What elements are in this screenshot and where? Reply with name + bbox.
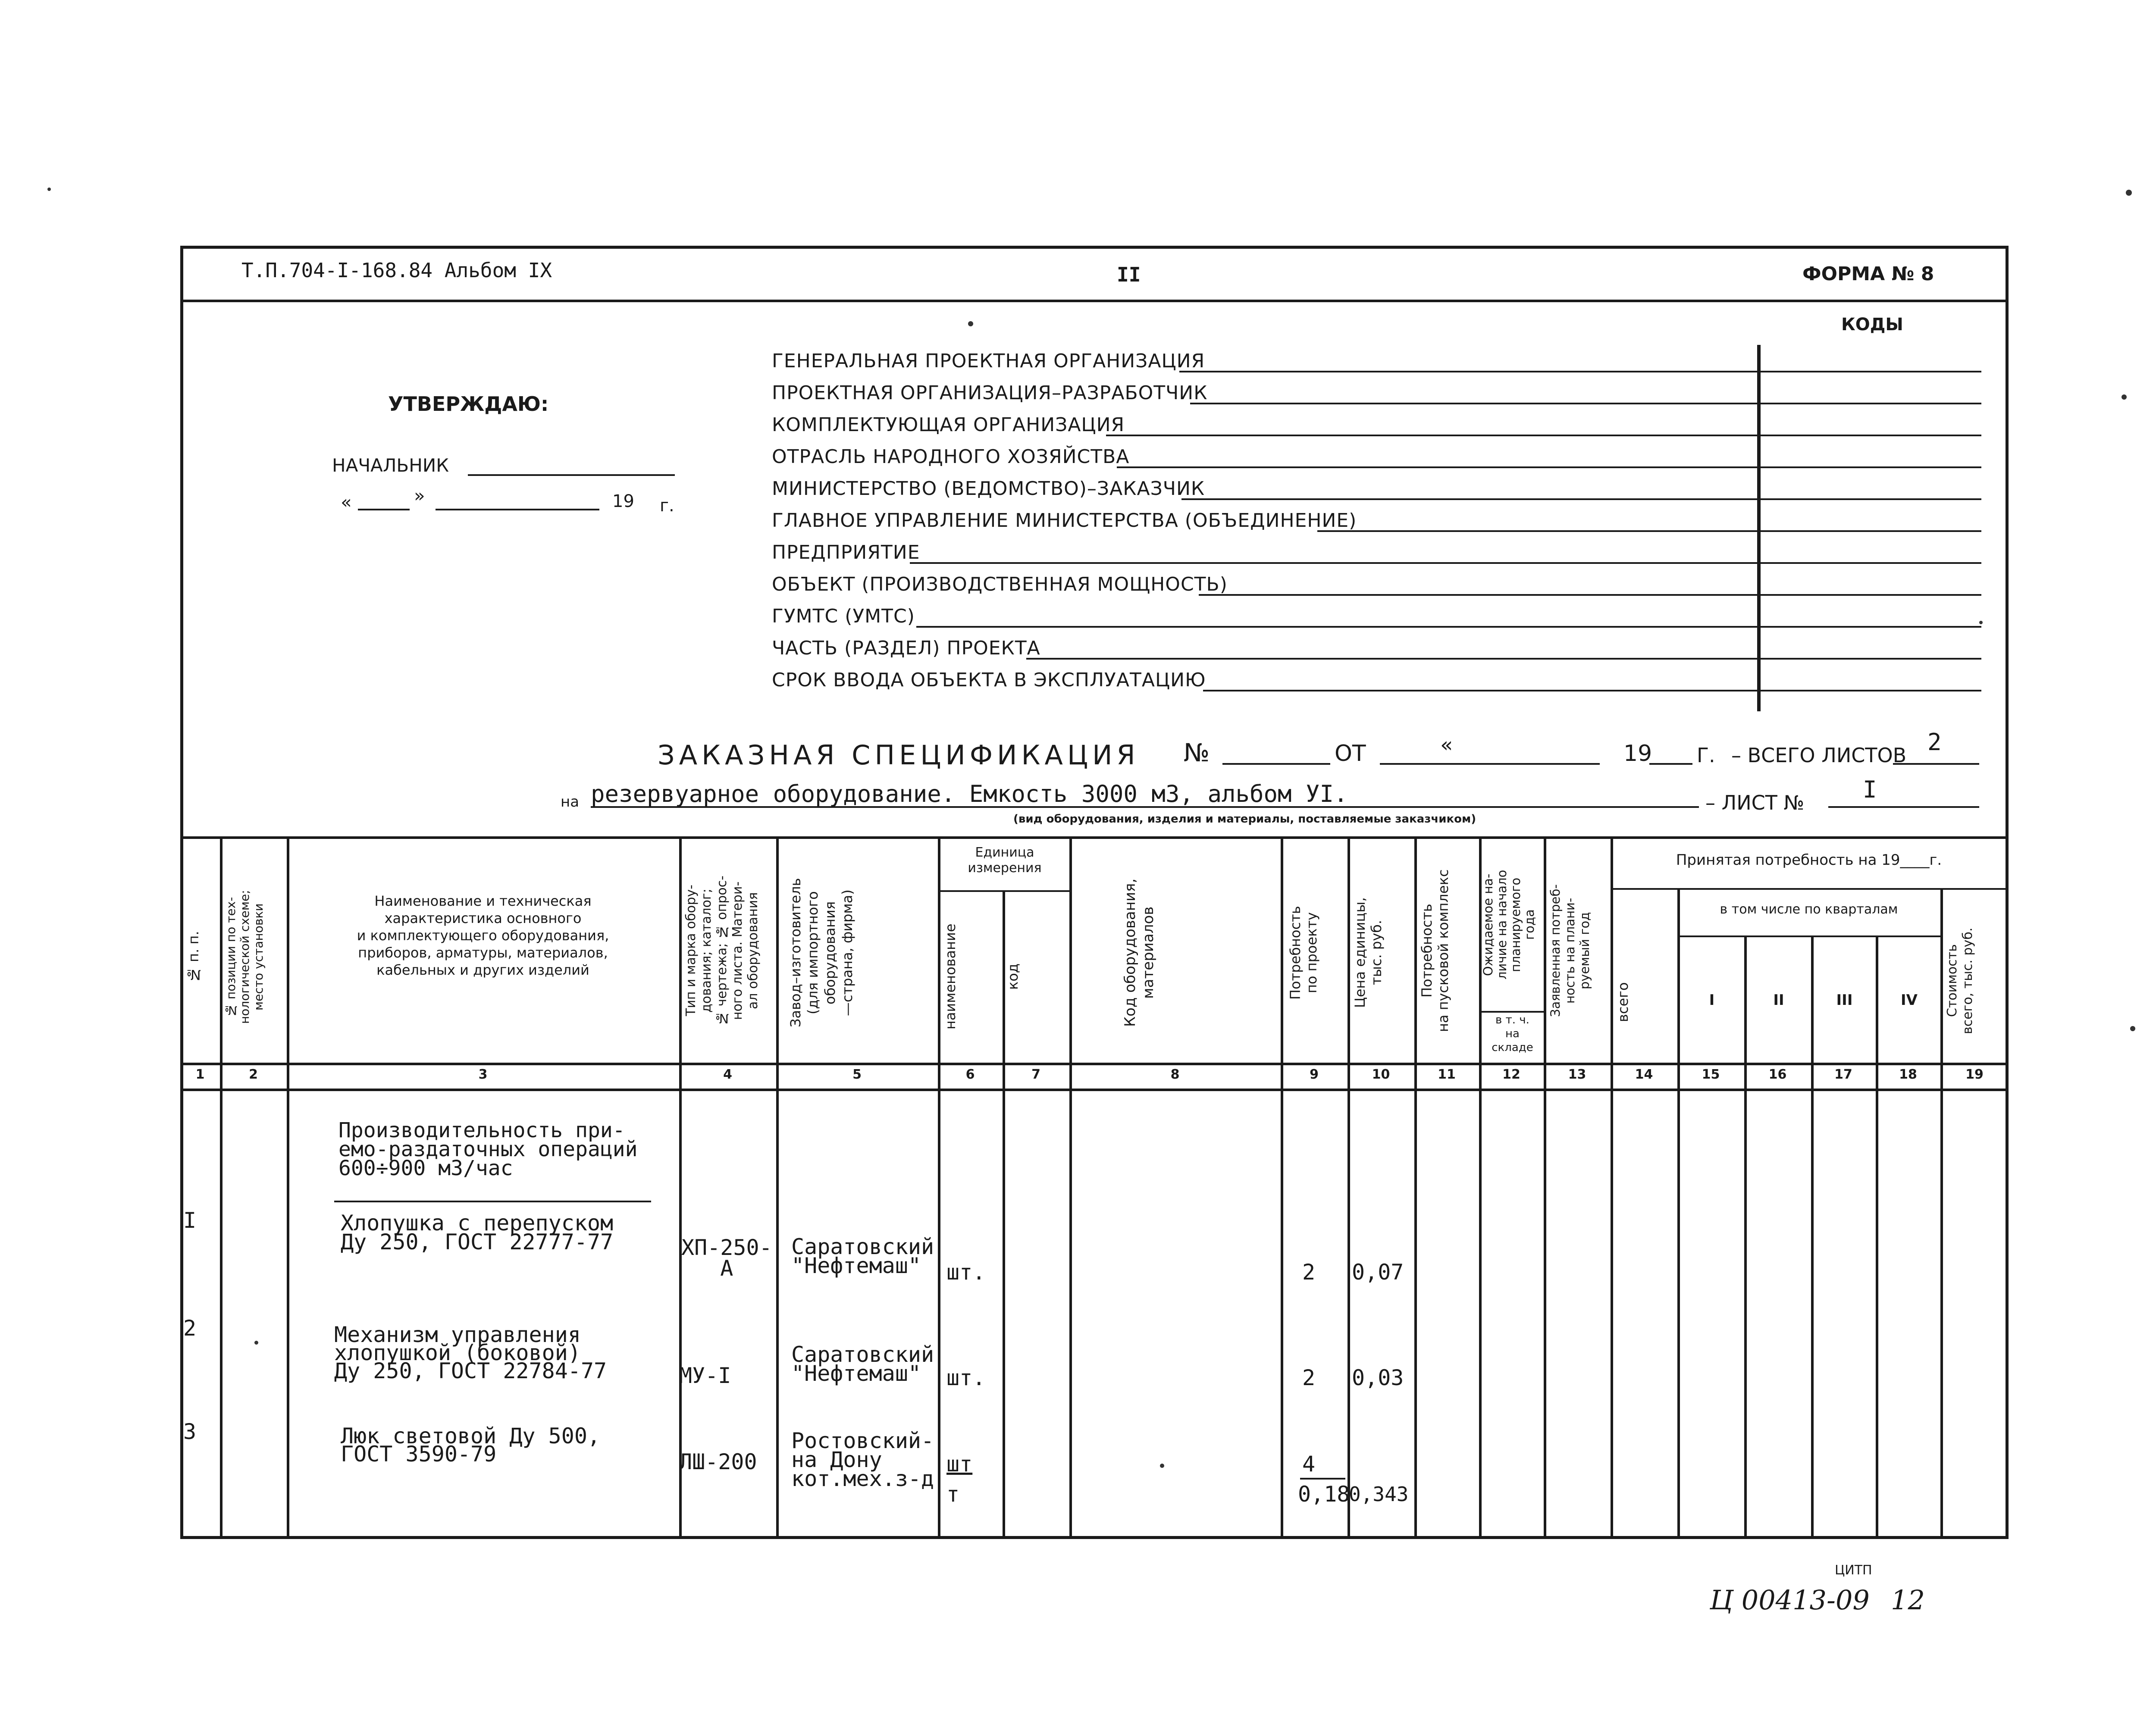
- item-unit-secondary: т: [946, 1482, 960, 1507]
- row-number: 2: [183, 1316, 197, 1341]
- org-field-label: СРОК ВВОДА ОБЪЕКТА В ЭКСПЛУАТАЦИЮ: [772, 669, 1206, 691]
- item-unit: шт.: [946, 1260, 986, 1285]
- col-header-cost: Стоимость всего, тыс. руб.: [1945, 927, 1975, 1034]
- sheet-number-value: I: [1863, 776, 1877, 803]
- col-header-unit-group: Единица измерения: [968, 845, 1042, 876]
- sheet-number-line: [1828, 806, 1979, 808]
- col-header-code: Код оборудования, материалов: [1122, 878, 1157, 1027]
- total-sheets-line: [1893, 763, 1979, 765]
- codes-divider: [1757, 345, 1761, 711]
- item-type: МУ-I: [679, 1363, 731, 1388]
- row-number: 3: [183, 1419, 197, 1444]
- col-header-quarters: в том числе по кварталам: [1720, 902, 1898, 917]
- col-header-name: Наименование и техническая характеристика основного и комплектующего оборудования, приборов, арматуры, материалов, кабельных и других изделий: [357, 893, 609, 978]
- col-header-position: № позиции по тех- нологической схеме; место установки: [224, 890, 266, 1024]
- chief-label: НАЧАЛЬНИК: [332, 455, 449, 476]
- item-maker: Саратовский "Нефтемаш": [791, 1234, 934, 1278]
- document-page: Т.П.704-I-168.84 Альбом IX II ФОРМА № 8 КОДЫ УТВЕРЖДАЮ: НАЧАЛЬНИК « » 19 г. ГЕНЕРАЛЬНАЯ ПРОЕКТНАЯ ОРГАНИЗАЦИЯ ПРОЕКТНАЯ ОРГАНИЗАЦИЯ–РАЗРАБОТЧИК КОМПЛЕКТУЮЩАЯ ОРГАНИЗАЦИЯ ОТРАСЛЬ НАРОДНОГО ХОЗЯЙСТВА МИНИСТЕРСТВО (ВЕДОМСТВО)–ЗАКАЗЧИК ГЛАВНОЕ УПРАВЛЕНИЕ МИНИСТЕРСТВА (ОБЪЕДИНЕНИЕ) ПРЕДПРИЯТИЕ ОБЪЕКТ (ПРОИЗВОДСТВЕННАЯ МОЩНОСТЬ) ГУМТС (УМТС) ЧАСТЬ (РАЗДЕЛ) ПРОЕКТА СРОК ВВОДА ОБЪЕКТА В ЭКСПЛУАТАЦИЮ ЗАКАЗНАЯ СПЕЦИФИКАЦИЯ № ОТ « 19 Г. – ВСЕГО ЛИСТОВ 2 на резервуарное оборудование. Емкость 3000 м3, альбом УI. – ЛИСТ № I (вид оборудования, изделия и материалы, поставляемые заказчиком) № п. п. № позиции по тех- нологической схеме; место установки Наименование и техническая характеристика основного и комплектующего оборудования, приборов, арматуры, материалов, кабельных и других изделий Тип и марка обору- дования; каталог; № чертежа; № опрос- ного листа. Матери- ал оборудования Завод–изготовитель (для импортного оборудования —страна, фирма) Единица измерения наименование код Код оборудования, материалов Потребность по проекту Цена единицы, тыс. руб. Потребность на пусковой комплекс Ожидаемое на- личие на начало планируемого года в т. ч. на складе Заявленная потреб- ность на плани- руемый год Принятая потребность на 19____г. в том числе по кварталам всего I II III IV Стоимость всего, тыс. руб. 1 2 3 4 5 6 7 8 9 10 11 12 13 14 15 16 17 18 19 Производительность при- емо-раздаточных операций 600÷900 м3/час I Хлопушка с перепуском Ду 250, ГОСТ 22777-77 ХП-250- А Саратовский "Нефтемаш" шт. 2 0,07 2 Механизм управления хлопушкой (боковой) Ду 250, ГОСТ 22784-77 МУ-I Саратовский "Нефтемаш" шт. 2 0,03 3 Люк световой Ду 500, ГОСТ 3590-79 ЛШ-200 Ростовский- на Дону кот.мех.з-д шт т 4 0,18 0,343 ЦИТП Ц 00413-09 12: [0, 0, 2156, 1730]
- approval-year-suffix: г.: [660, 496, 674, 516]
- column-number: 8: [1170, 1067, 1180, 1082]
- date-month-line: [436, 509, 599, 510]
- column-number: 2: [249, 1067, 258, 1082]
- item-price: 0,03: [1352, 1365, 1404, 1390]
- col-header-num: № п. п.: [185, 931, 202, 983]
- org-field-line: [1199, 594, 1981, 596]
- spec-number-line: [1222, 763, 1330, 765]
- item-name: Хлопушка с перепуском Ду 250, ГОСТ 22777-77: [341, 1211, 614, 1254]
- col-header-unit-code: код: [1005, 963, 1021, 990]
- table-header-bottom-line: [180, 1063, 2009, 1065]
- col-header-price: Цена единицы, тыс. руб.: [1352, 897, 1385, 1008]
- org-field-line: [1117, 466, 1981, 468]
- column-number: 10: [1372, 1067, 1390, 1082]
- org-field-label: ПРОЕКТНАЯ ОРГАНИЗАЦИЯ–РАЗРАБОТЧИК: [772, 382, 1208, 404]
- item-qty: 2: [1302, 1365, 1316, 1390]
- col-header-q4: IV: [1901, 992, 1918, 1009]
- col-header-in-stock: в т. ч. на складе: [1492, 1014, 1533, 1054]
- col-header-unit-name: наименование: [942, 923, 959, 1029]
- org-field-line: [1203, 690, 1981, 691]
- col-header-total: всего: [1615, 982, 1631, 1023]
- spec-year-suffix: Г.: [1697, 744, 1715, 767]
- col-header-q2: II: [1773, 992, 1784, 1009]
- spec-subject-line: [591, 806, 1699, 808]
- column-number: 12: [1502, 1067, 1520, 1082]
- column-number: 18: [1899, 1067, 1917, 1082]
- org-field-line: [1317, 530, 1981, 532]
- column-number: 9: [1310, 1067, 1319, 1082]
- codes-label: КОДЫ: [1841, 315, 1903, 335]
- table-top-line: [180, 836, 2009, 839]
- col-header-accepted: Принятая потребность на 19____г.: [1676, 851, 1942, 869]
- org-field-line: [1026, 658, 1981, 660]
- col-header-expected: Ожидаемое на- личие на начало планируемого года: [1481, 870, 1537, 980]
- item-maker: Саратовский "Нефтемаш": [791, 1342, 934, 1386]
- spec-date-line: [1380, 763, 1600, 765]
- org-field-line: [1190, 403, 1981, 404]
- date-day-line: [358, 509, 410, 510]
- column-number: 15: [1702, 1067, 1720, 1082]
- approval-year: 19: [612, 491, 634, 511]
- col-header-q3: III: [1836, 992, 1853, 1009]
- org-field-line: [1179, 371, 1981, 372]
- column-number: 4: [723, 1067, 732, 1082]
- org-field-line: [916, 626, 1981, 628]
- org-field-line: [910, 562, 1981, 564]
- item-name: Люк световой Ду 500, ГОСТ 3590-79: [341, 1423, 601, 1467]
- spec-title: ЗАКАЗНАЯ СПЕЦИФИКАЦИЯ: [658, 739, 1140, 771]
- section-title-underline: [334, 1201, 651, 1202]
- total-sheets-label: – ВСЕГО ЛИСТОВ: [1731, 744, 1907, 767]
- org-field-label: ГУМТС (УМТС): [772, 605, 915, 627]
- org-field-label: КОМПЛЕКТУЮЩАЯ ОРГАНИЗАЦИЯ: [772, 414, 1125, 436]
- org-field-label: МИНИСТЕРСТВО (ВЕДОМСТВО)–ЗАКАЗЧИК: [772, 478, 1205, 500]
- spec-subject-note: (вид оборудования, изделия и материалы, поставляемые заказчиком): [1013, 813, 1476, 826]
- approve-label: УТВЕРЖДАЮ:: [388, 392, 549, 416]
- col-header-type: Тип и марка обору- дования; каталог; № чертежа; № опрос- ного листа. Матери- ал оборудования: [683, 876, 761, 1026]
- spec-year: 19: [1623, 741, 1652, 766]
- column-number: 5: [852, 1067, 862, 1082]
- org-field-label: ГЕНЕРАЛЬНАЯ ПРОЕКТНАЯ ОРГАНИЗАЦИЯ: [772, 350, 1205, 372]
- footer-stamp: ЦИТП: [1835, 1563, 1872, 1578]
- item-qty-secondary: 0,18: [1298, 1482, 1350, 1507]
- column-number: 6: [965, 1067, 975, 1082]
- spec-date-label: ОТ: [1335, 741, 1366, 766]
- item-unit: шт.: [946, 1365, 986, 1390]
- col-header-launch: Потребность на пусковой комплекс: [1419, 869, 1451, 1032]
- total-sheets-value: 2: [1927, 729, 1942, 756]
- item-price: 0,343: [1349, 1483, 1409, 1506]
- document-reference: Т.П.704-I-168.84 Альбом IX: [241, 259, 552, 282]
- form-number: ФОРМА № 8: [1802, 263, 1934, 285]
- item-qty: 2: [1302, 1260, 1316, 1285]
- spec-year-line: [1649, 763, 1692, 765]
- column-number: 14: [1635, 1067, 1653, 1082]
- item-maker: Ростовский- на Дону кот.мех.з-д: [791, 1428, 934, 1491]
- org-field-label: ЧАСТЬ (РАЗДЕЛ) ПРОЕКТА: [772, 637, 1040, 659]
- org-field-label: ОТРАСЛЬ НАРОДНОГО ХОЗЯЙСТВА: [772, 446, 1130, 468]
- org-field-line: [1106, 435, 1981, 436]
- org-field-line: [1181, 498, 1981, 500]
- column-number: 11: [1438, 1067, 1456, 1082]
- column-number: 1: [195, 1067, 205, 1082]
- sheet-number-label: – ЛИСТ №: [1705, 791, 1805, 814]
- column-number: 16: [1768, 1067, 1787, 1082]
- item-name: Механизм управления хлопушкой (боковой) Ду 250, ГОСТ 22784-77: [334, 1322, 607, 1383]
- item-type: ХП-250- А: [681, 1235, 772, 1281]
- col-header-q1: I: [1709, 992, 1715, 1009]
- page-number-roman: II: [1117, 263, 1141, 286]
- section-title: Производительность при- емо-раздаточных операций 600÷900 м3/час: [338, 1118, 638, 1180]
- col-header-declared: Заявленная потреб- ность на плани- руемый год: [1548, 884, 1592, 1017]
- spec-on-label: на: [561, 793, 580, 810]
- table-colnum-bottom-line: [180, 1089, 2009, 1091]
- col-header-need: Потребность по проекту: [1287, 906, 1320, 1000]
- row-number: I: [183, 1208, 197, 1233]
- org-field-label: ОБЪЕКТ (ПРОИЗВОДСТВЕННАЯ МОЩНОСТЬ): [772, 573, 1228, 595]
- header-divider: [180, 300, 2009, 302]
- chief-signature-line: [468, 474, 675, 476]
- org-field-label: ГЛАВНОЕ УПРАВЛЕНИЕ МИНИСТЕРСТВА (ОБЪЕДИНЕНИЕ): [772, 510, 1357, 532]
- column-number: 17: [1834, 1067, 1852, 1082]
- column-number: 3: [478, 1067, 488, 1082]
- spec-number-label: №: [1184, 738, 1210, 767]
- item-type: ЛШ-200: [679, 1449, 757, 1474]
- col-header-maker: Завод–изготовитель (для импортного оборудования —страна, фирма): [787, 878, 856, 1028]
- spec-subject: резервуарное оборудование. Емкость 3000 м3, альбом УI.: [591, 780, 1348, 807]
- item-unit: шт: [946, 1452, 973, 1477]
- column-number: 13: [1568, 1067, 1586, 1082]
- footer-code: Ц 00413-09: [1710, 1584, 1870, 1616]
- footer-page: 12: [1891, 1584, 1925, 1616]
- column-number: 19: [1965, 1067, 1984, 1082]
- column-number: 7: [1031, 1067, 1040, 1082]
- item-price: 0,07: [1352, 1260, 1404, 1285]
- item-qty: 4: [1302, 1452, 1316, 1477]
- org-field-label: ПРЕДПРИЯТИЕ: [772, 541, 920, 563]
